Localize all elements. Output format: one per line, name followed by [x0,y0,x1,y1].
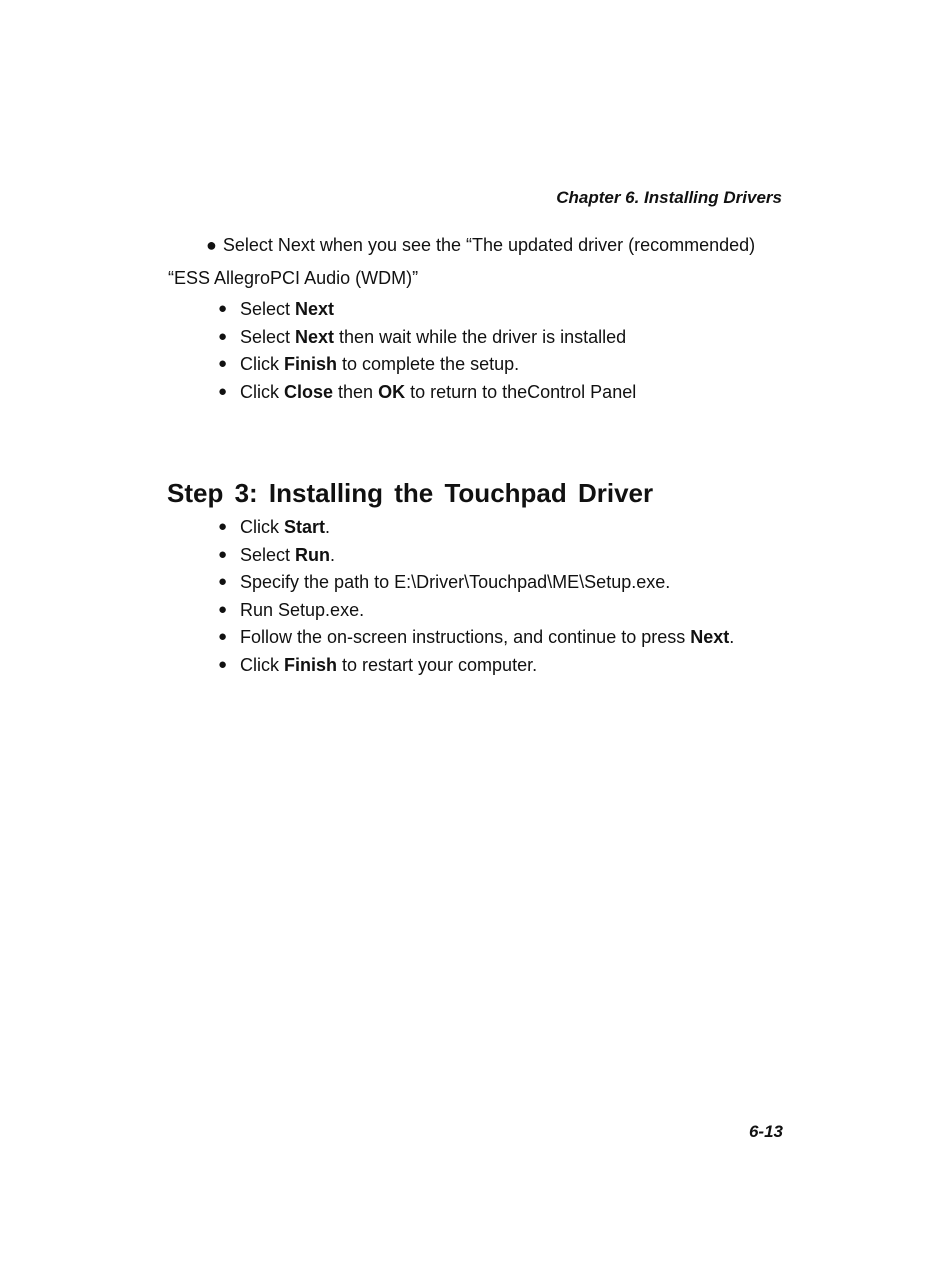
list-item: ● Select Next [218,299,335,319]
intro-continuation: “ESS AllegroPCI Audio (WDM)” [168,268,419,288]
bullet-icon: ● [218,628,228,645]
bullet-icon: ● [206,235,217,255]
bullet-icon: ● [218,545,228,563]
page-number: 6-13 [748,1122,783,1141]
list-item: ● Select Next then wait while the driver is installed [218,326,627,347]
intro-text: Select Next when you see the “The updated driver (recommended) [222,235,756,255]
list-item: ● Specify the path to E:\Driver\Touchpad\ME\Setup.exe. [218,572,671,592]
list-item: ● Follow the on-screen instructions, and continue to press Next. [218,627,735,647]
section-heading: Step 3: Installing the Touchpad Driver [167,478,654,508]
list-item: ● Click Start. [218,517,331,537]
list-item: ● Click Finish to complete the setup. [218,354,520,374]
bullet-icon: ● [218,655,228,673]
bullet-icon: ● [218,355,228,372]
bullet-icon: ● [218,300,228,317]
bullet-icon: ● [218,600,228,618]
list-item: ● Select Run. [218,544,336,565]
audio-driver-steps [218,298,636,408]
chapter-header: Chapter 6. Installing Drivers [556,188,782,207]
list-item: ● Click Close then OK to return to theControl Panel [218,381,637,402]
bullet-icon: ● [218,382,228,400]
intro-bullet-line [206,235,755,256]
list-item: ● Click Finish to restart your computer. [218,654,538,675]
bullet-icon: ● [218,573,228,590]
bullet-icon: ● [218,327,228,345]
bullet-icon: ● [218,518,228,535]
touchpad-driver-steps [218,516,734,681]
list-item: ● Run Setup.exe. [218,599,365,620]
